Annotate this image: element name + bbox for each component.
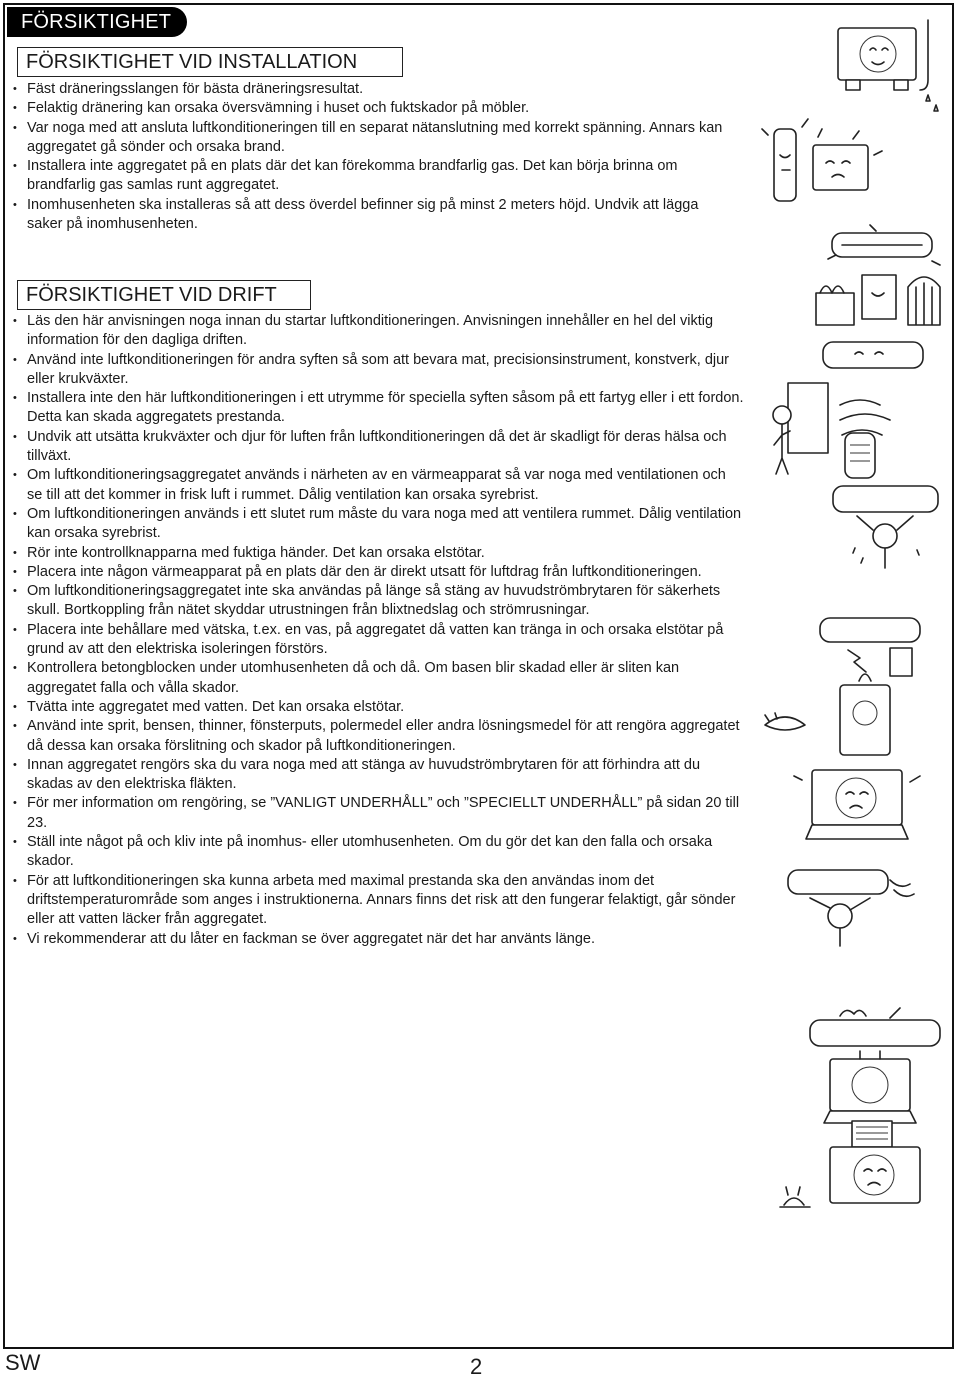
- bullet-item: • Placera inte behållare med vätska, t.ex. en vas, på aggregatet då vatten kan tränga in och orsaka elstötar på grund av att den elektriska isoleringen förstörs.: [10, 621, 745, 660]
- bullet-item: • Kontrollera betongblocken under utomhusenheten då och då. Om basen blir skadad eller är sliten kan aggregatet falla och vålla skador.: [10, 659, 745, 698]
- footer-language-code: SW: [5, 1350, 41, 1375]
- installation-heading: FÖRSIKTIGHET VID INSTALLATION: [17, 47, 403, 77]
- bullet-item: • Var noga med att ansluta luftkonditioneringen till en separat nätanslutning med korrekt spänning. Annars kan aggregatet gå sönder och orsaka brand.: [10, 119, 730, 158]
- bullet-item: • Placera inte någon värmeapparat på en plats där den är direkt utsatt för luftdrag från luftkonditioneringen.: [10, 563, 745, 582]
- bullet-item: • Innan aggregatet rengörs ska du vara noga med att stänga av huvudströmbrytaren för att förhindra att du skadas av den elektriska fläkten.: [10, 756, 745, 795]
- bullet-item: • Läs den här anvisningen noga innan du startar luftkonditioneringen. Anvisningen innehåller en hel del viktig information för den dagliga driften.: [10, 312, 745, 351]
- bullet-item: • Ställ inte något på och kliv inte på inomhus- eller utomhusenheten. Om du gör det kan den falla och orsaka skador.: [10, 833, 745, 872]
- bullet-item: • Tvätta inte aggregatet med vatten. Det kan orsaka elstötar.: [10, 698, 745, 717]
- bullet-item: • Inomhusenheten ska installeras så att dess överdel befinner sig på minst 2 meters höjd. Undvik att lägga saker på inomhusenheten.: [10, 196, 730, 235]
- bullet-item: • Undvik att utsätta krukväxter och djur för luften från luftkonditioneringen då det är skadligt för deras hälsa och tillväxt.: [10, 428, 745, 467]
- drift-heading: FÖRSIKTIGHET VID DRIFT: [17, 280, 311, 310]
- bullet-item: • Felaktig dränering kan orsaka översvämning i huset och fuktskador på möbler.: [10, 99, 730, 118]
- section-title-tab: FÖRSIKTIGHET: [7, 7, 187, 37]
- gas-can-illustration: [758, 115, 888, 225]
- outdoor-unit-base-illustration: [790, 760, 940, 850]
- cleaning-illustration: [770, 860, 930, 950]
- outdoor-unit-drain-illustration: [828, 10, 948, 120]
- bullet-item: • För mer information om rengöring, se ”VANLIGT UNDERHÅLL” och ”SPECIELLT UNDERHÅLL” på sidan 20 till 23.: [10, 794, 745, 833]
- bullet-item: • Använd inte sprit, bensen, thinner, fönsterputs, polermedel eller andra lösningsmedel för att rengöra aggregatet då dessa kan orsaka förslitning och skador på luftkonditioneringen.: [10, 717, 745, 756]
- footer-page-number: 2: [470, 1354, 483, 1379]
- wet-hands-illustration: [825, 478, 945, 573]
- heater-ventilation-illustration: [760, 375, 910, 485]
- bullet-item: • Fäst dräneringsslangen för bästa dräneringsresultat.: [10, 80, 730, 99]
- food-plant-birdcage-illustration: [808, 265, 948, 340]
- bullet-item: • För att luftkonditioneringen ska kunna arbeta med maximal prestanda ska den användas inom det driftstemperaturområde som anges i instruktionerna. Annars finns det risk att den fungerar felaktigt, går sönder eller att vatten läcker från aggregatet.: [10, 872, 745, 930]
- installation-list: [10, 80, 730, 234]
- bullet-item: • Använd inte luftkonditioneringen för andra syften så som att bevara mat, precisionsinstrument, konstverk, djur eller krukväxter.: [10, 351, 745, 390]
- bullet-item: • Om luftkonditioneringsaggregatet används i närheten av en värmeapparat så var noga med ventilationen och se till att det kommer in frisk luft i rummet. Dålig ventilation kan orsaka syrebrist.: [10, 466, 745, 505]
- bullet-item: • Om luftkonditioneringsaggregatet inte ska användas på länge så stäng av huvudströmbrytaren för säkerhets skull. Bortkoppling från nätet skyddar utrustningen från blixtnedslag och strömrusningar.: [10, 582, 745, 621]
- objects-on-outdoor-unit-illustration: [770, 1115, 940, 1225]
- drift-list: [10, 312, 745, 949]
- bullet-item: • Om luftkonditioneringen används i ett slutet rum måste du vara noga med att ventilera rummet. Dålig ventilation kan orsaka syrebrist.: [10, 505, 745, 544]
- vase-cat-illustration: [755, 665, 925, 765]
- bullet-item: • Installera inte den här luftkonditioneringen i ett utrymme för speciella syften såsom på ett fartyg eller i ett fordon. Detta kan skada aggregatets prestanda.: [10, 389, 745, 428]
- bullet-item: • Installera inte aggregatet på en plats där det kan förekomma brandfarlig gas. Det kan börja brinna om brandfarlig gas samlas runt aggregatet.: [10, 157, 730, 196]
- bullet-item: • Vi rekommenderar att du låter en fackman se över aggregatet när det har använts länge.: [10, 930, 745, 949]
- bullet-item: • Rör inte kontrollknapparna med fuktiga händer. Det kan orsaka elstötar.: [10, 544, 745, 563]
